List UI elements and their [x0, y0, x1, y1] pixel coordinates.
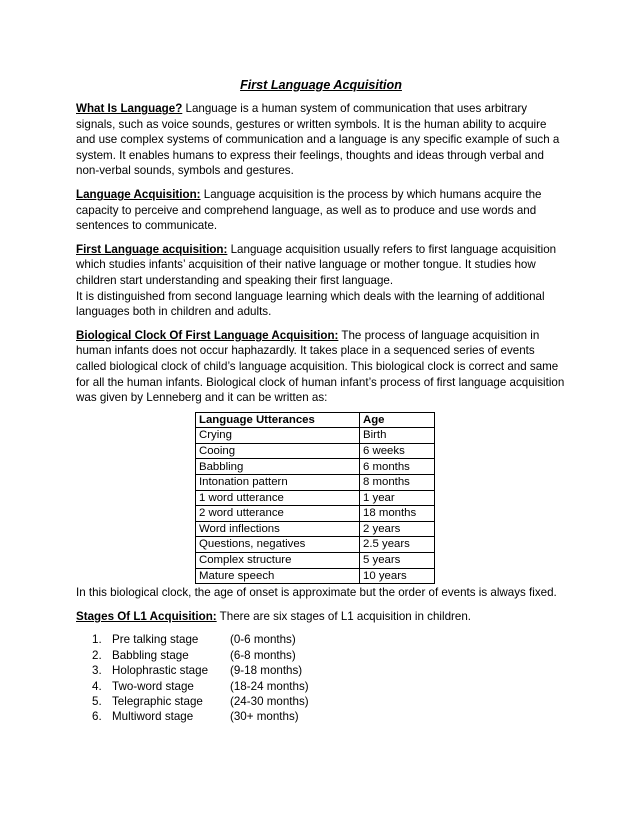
stage-age: (24-30 months) — [230, 694, 309, 708]
paragraph-first-language-acquisition — [76, 242, 566, 320]
paragraph-biological-clock — [76, 328, 566, 406]
column-header-age: Age — [360, 412, 435, 428]
list-item — [76, 663, 566, 678]
stage-name: Babbling stage — [112, 648, 189, 662]
utterance-cell: Crying — [196, 428, 360, 444]
table-row — [196, 568, 435, 584]
table-row — [196, 490, 435, 506]
table-row — [196, 537, 435, 553]
section-heading: Language Acquisition: — [76, 187, 201, 201]
age-cell: 10 years — [360, 568, 435, 584]
stage-name: Multiword stage — [112, 710, 194, 724]
paragraph-text: Language acquisition is the process by which humans acquire the capacity to perceive and comprehend language, as well as to produce and use words and sentences to communicate. — [76, 187, 542, 233]
stage-name: Holophrastic stage — [112, 664, 209, 678]
utterance-cell: Cooing — [196, 443, 360, 459]
utterance-cell: Questions, negatives — [196, 537, 360, 553]
list-item — [76, 648, 566, 663]
biological-clock-table — [195, 412, 435, 585]
age-cell: 1 year — [360, 490, 435, 506]
stage-name: Pre talking stage — [112, 633, 199, 647]
page-title: First Language Acquisition — [240, 78, 402, 92]
paragraph-text: There are six stages of L1 acquisition in children. — [216, 609, 471, 623]
stage-number: 4. — [92, 679, 102, 693]
section-heading: What Is Language? — [76, 102, 183, 115]
table-row — [196, 475, 435, 491]
utterance-cell: Intonation pattern — [196, 475, 360, 491]
paragraph-stages — [76, 609, 566, 625]
list-item — [76, 679, 566, 694]
list-item — [76, 709, 566, 724]
table-note: In this biological clock, the age of onset is approximate but the order of events is always fixed. — [76, 586, 557, 600]
age-cell: 18 months — [360, 506, 435, 522]
stage-age: (30+ months) — [230, 710, 299, 724]
column-header-utterances: Language Utterances — [196, 412, 360, 428]
stage-number: 6. — [92, 710, 102, 724]
age-cell: 5 years — [360, 553, 435, 569]
paragraph-text: Language is a human system of communication that uses arbitrary signals, such as voice sounds, gestures or written symbols. It is the human ability to acquire and use complex systems of communication and a language is any specific example of such a system. It enables humans to express their feelings, thoughts and ideas through verbal and non-verbal sounds, symbols and gestures. — [76, 102, 560, 178]
list-item — [76, 632, 566, 647]
age-cell: 6 months — [360, 459, 435, 475]
stage-number: 1. — [92, 633, 102, 647]
paragraph-text: Language acquisition usually refers to first language acquisition which studies infants’ acquisition of their native language or mother tongue. It studies how children start understanding and speaking their first language. — [76, 242, 557, 287]
age-cell: 2 years — [360, 521, 435, 537]
table-row — [196, 553, 435, 569]
utterance-cell: Mature speech — [196, 568, 360, 584]
stage-number: 2. — [92, 648, 102, 662]
section-heading: First Language acquisition: — [76, 242, 228, 256]
utterance-cell: Babbling — [196, 459, 360, 475]
table-row — [196, 506, 435, 522]
utterance-cell: 2 word utterance — [196, 506, 360, 522]
document-page — [76, 76, 566, 725]
stage-number: 3. — [92, 664, 102, 678]
age-cell: 6 weeks — [360, 443, 435, 459]
paragraph-language-acquisition — [76, 187, 566, 234]
stage-number: 5. — [92, 694, 102, 708]
table-row — [196, 521, 435, 537]
utterance-cell: 1 word utterance — [196, 490, 360, 506]
stages-list — [76, 632, 566, 724]
utterance-cell: Word inflections — [196, 521, 360, 537]
table-header-row — [196, 412, 435, 428]
table-row — [196, 443, 435, 459]
paragraph-what-is-language — [76, 101, 566, 179]
stage-name: Telegraphic stage — [112, 694, 203, 708]
paragraph-text: The process of language acquisition in human infants does not occur haphazardly. It takes place in a sequenced series of events called biological clock of child’s language acquisition. This biological clock is correct and same for all the human infants. Biological clock of human infant’s process of first language acquisition was given by Lenneberg and it can be written as: — [76, 328, 565, 405]
stage-age: (18-24 months) — [230, 679, 309, 693]
table-row — [196, 428, 435, 444]
age-cell: 8 months — [360, 475, 435, 491]
utterance-cell: Complex structure — [196, 553, 360, 569]
age-cell: 2.5 years — [360, 537, 435, 553]
list-item — [76, 694, 566, 709]
section-heading: Biological Clock Of First Language Acquisition: — [76, 328, 339, 342]
stage-age: (0-6 months) — [230, 633, 296, 647]
paragraph-text: It is distinguished from second language learning which deals with the learning of additional languages both in children and adults. — [76, 289, 545, 319]
stage-name: Two-word stage — [112, 679, 194, 693]
section-heading: Stages Of L1 Acquisition: — [76, 609, 217, 623]
age-cell: Birth — [360, 428, 435, 444]
stage-age: (6-8 months) — [230, 648, 296, 662]
table-row — [196, 459, 435, 475]
stage-age: (9-18 months) — [230, 664, 303, 678]
